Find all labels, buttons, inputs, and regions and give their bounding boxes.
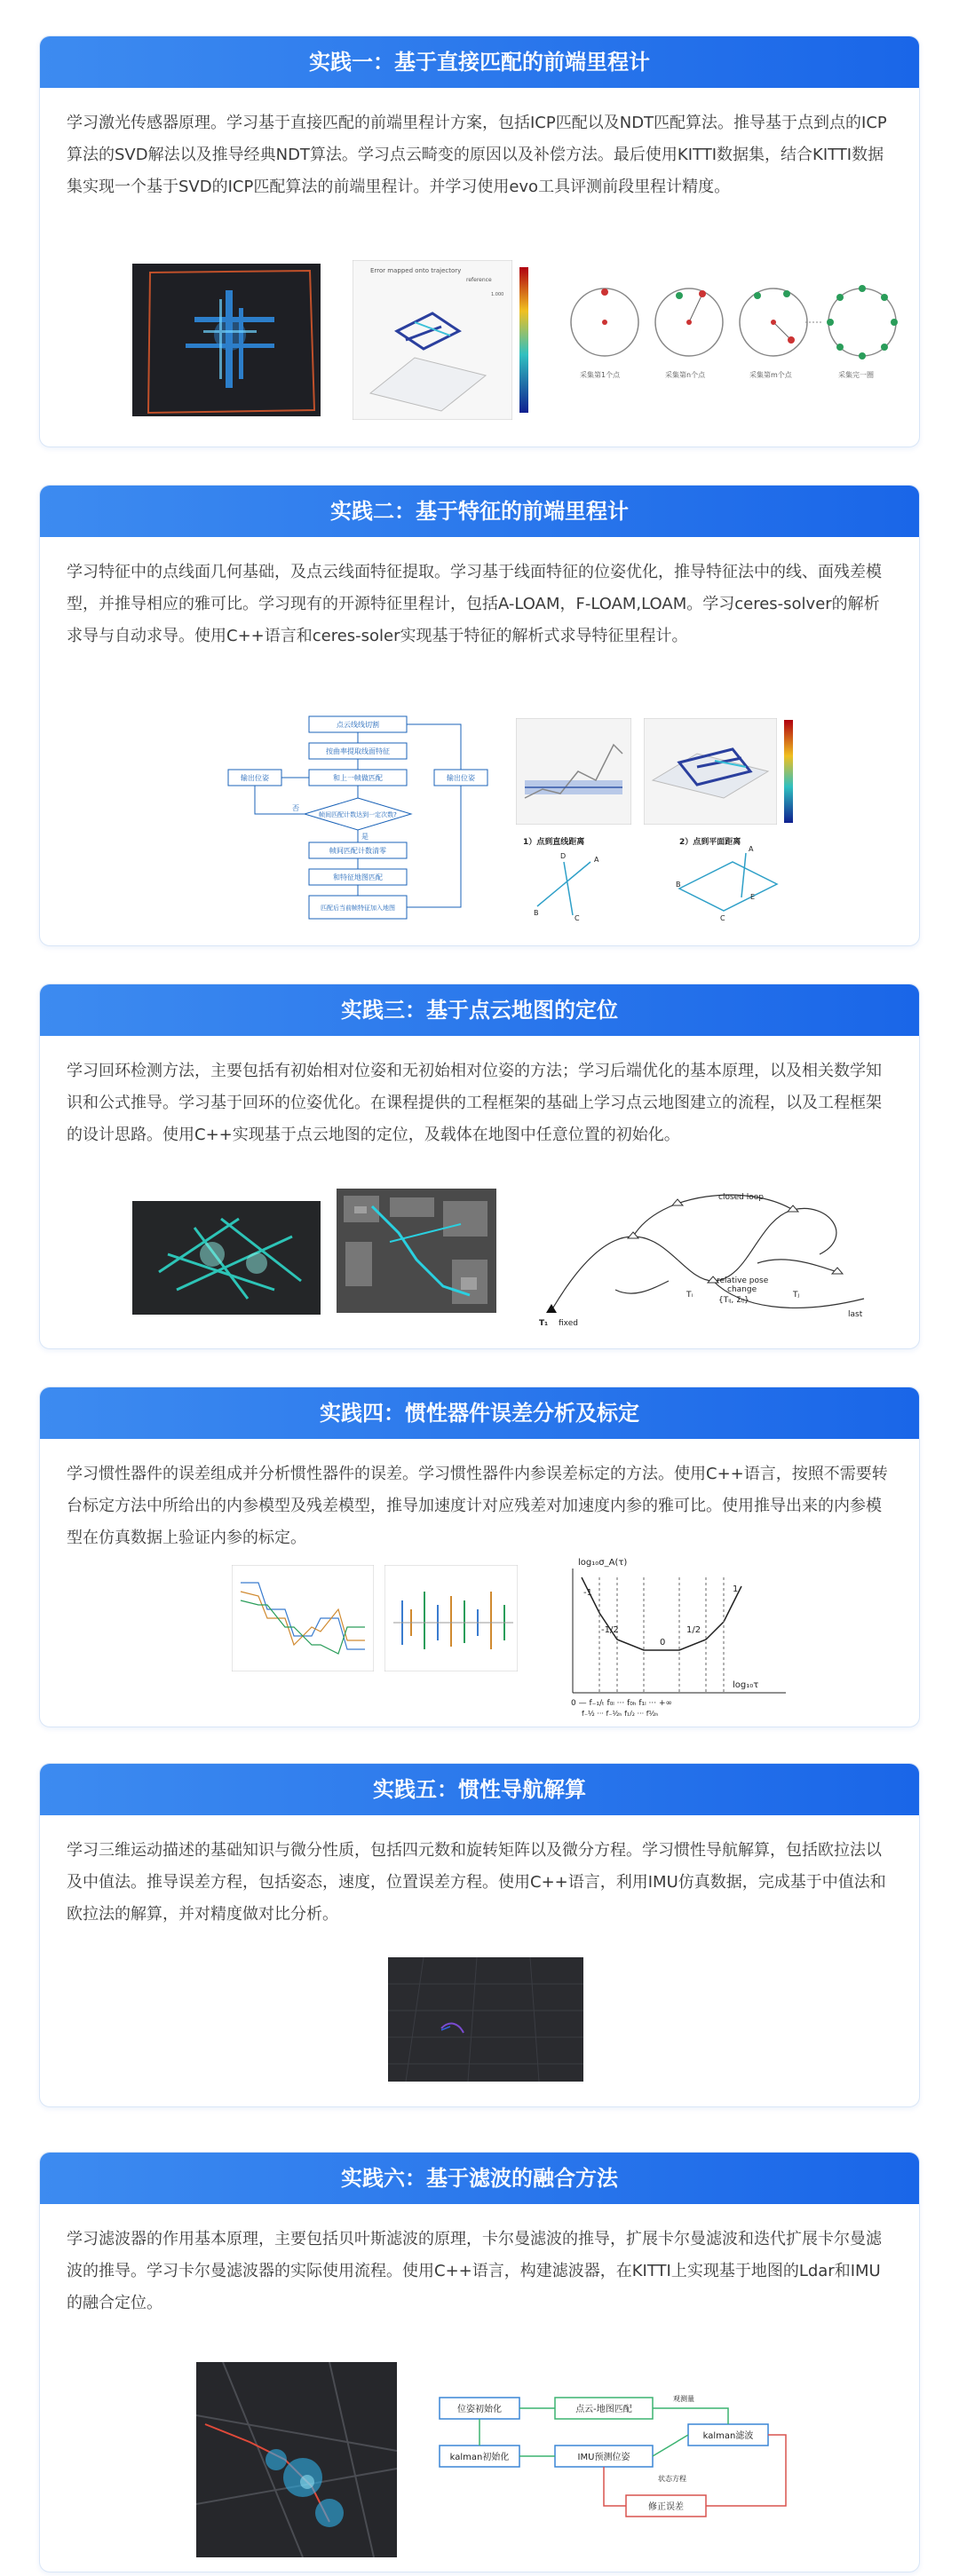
section-description: 学习惯性器件的误差组成并分析惯性器件的误差。学习惯性器件内参误差标定的方法。使用C++语言，按照不需要转台标定方法中所给出的内参模型及残差模型，推导加速度计对应残差对加速度内参的雅可比。使用推导出来的内参模型在仿真数据上验证内参的标定。	[67, 1465, 888, 1547]
figure-row	[40, 260, 919, 429]
section-card-1	[39, 36, 920, 447]
flow-node-1: 点云线线切割	[337, 721, 379, 729]
svg-text:1.000: 1.000	[491, 292, 504, 297]
svg-text:C: C	[720, 914, 725, 922]
scan-label-2: 采集第n个点	[665, 371, 706, 379]
pose-graph-diagram	[527, 1183, 873, 1325]
section-card-4	[39, 1387, 920, 1727]
caption-point-plane: 2）点到平面距离	[679, 838, 741, 847]
flow-no-label: 否	[292, 804, 299, 812]
flow-node-2: 按曲率提取线面特征	[326, 747, 390, 755]
plot-legend: reference	[466, 277, 492, 283]
fixed-label: fixed	[559, 1319, 578, 1325]
point-cloud-map-image	[132, 264, 321, 416]
flow-node-5: 帧间匹配计数清零	[329, 847, 386, 855]
section-description: 学习滤波器的作用基本原理，主要包括贝叶斯滤波的原理，卡尔曼滤波的推导，扩展卡尔曼滤波和迭代扩展卡尔曼滤波的推导。学习卡尔曼滤波器的实际使用流程。使用C++语言，构建滤波器，在KITTI上实现基于地图的Ldar和IMU的融合定位。	[67, 2230, 882, 2312]
caption-point-line: 1）点到直线距离	[523, 838, 585, 847]
figure-row	[40, 1183, 919, 1334]
section-title: 实践四：惯性器件误差分析及标定	[40, 1387, 919, 1439]
section-card-5	[39, 1763, 920, 2107]
imu-simulation-image	[388, 1957, 583, 2082]
figure-row	[40, 713, 919, 935]
section-description: 学习三维运动描述的基础知识与微分性质，包括四元数和旋转矩阵以及微分方程。学习惯性导航解算，包括欧拉法以及中值法。推导误差方程，包括姿态，速度，位置误差方程。使用C++语言，利用IMU仿真数据，完成基于中值法和欧拉法的解算，并对精度做对比分析。	[67, 1841, 886, 1924]
slope-label-5: 1	[733, 1584, 739, 1594]
fusion-match-node: 点云-地图匹配	[575, 2405, 632, 2414]
flow-node-7: 匹配后当前帧特征加入地图	[321, 905, 395, 912]
section-description: 学习特征中的点线面几何基础，及点云线面特征提取。学习基于线面特征的位姿优化，推导特征法中的线、面残差模型，并推导相应的雅可比。学习现有的开源特征里程计，包括A-LOAM，F-LOAM,LOAM。学习ceres-solver的解析求导与自动求导。使用C++语言和ceres-soler实现基于特征的解析式求导特征里程计。	[67, 563, 882, 645]
last-label: last	[848, 1310, 863, 1319]
flow-output-right: 输出位姿	[447, 774, 475, 782]
change-label: change	[727, 1285, 757, 1294]
svg-text:A: A	[594, 856, 599, 864]
scan-label-4: 采集完一圈	[838, 371, 874, 379]
slope-label-3: 0	[660, 1638, 666, 1648]
svg-text:C: C	[575, 914, 580, 922]
fusion-kalman-node: kalman滤波	[702, 2431, 754, 2441]
figure-row	[40, 1551, 919, 1719]
flow-node-4: 帧间匹配计数达到一定次数?	[319, 811, 397, 818]
svg-text:A: A	[749, 845, 754, 853]
feature-odometry-flowchart	[225, 713, 491, 926]
allan-sub-labels: f₋½ ··· f₋½ₕ f₁/₂ ··· f½ₕ	[582, 1710, 659, 1716]
section-title: 实践一：基于直接匹配的前端里程计	[40, 36, 919, 88]
plot-title: Error mapped onto trajectory	[370, 267, 462, 274]
residual-plot-image	[516, 718, 631, 825]
section-title: 实践六：基于滤波的融合方法	[40, 2153, 919, 2204]
flow-yes-label: 是	[361, 833, 369, 841]
scan-label-1: 采集第1个点	[580, 371, 621, 379]
section-card-6	[39, 2152, 920, 2572]
fusion-state-label: 状态方程	[658, 2475, 686, 2483]
svg-text:D: D	[560, 852, 567, 860]
figure-row	[40, 1957, 919, 2090]
allan-y-axis-label: log₁₀σ_A(τ)	[578, 1558, 628, 1568]
svg-text:E: E	[750, 893, 756, 901]
allan-x-axis-label: log₁₀τ	[733, 1680, 759, 1690]
aerial-map-image	[337, 1189, 496, 1313]
section-title: 实践三：基于点云地图的定位	[40, 984, 919, 1036]
point-cloud-map-image	[132, 1201, 321, 1315]
fusion-kalman-init-node: kalman初始化	[449, 2453, 510, 2462]
flow-node-3: 和上一帧做匹配	[333, 774, 383, 782]
tj-label: Tⱼ	[793, 1291, 800, 1300]
relative-pose-symbol: {Tᵢⱼ, Σᵢⱼ}	[718, 1296, 749, 1305]
svg-text:B: B	[534, 909, 539, 917]
section-card-3	[39, 984, 920, 1349]
section-description: 学习回环检测方法，主要包括有初始相对位姿和无初始相对位姿的方法；学习后端优化的基本原理，以及相关数学知识和公式推导。学习基于回环的位姿优化。在课程提供的工程框架的基础上学习点云地图建立的流程，以及工程框架的设计思路。使用C++实现基于点云地图的定位，及载体在地图中任意位置的初始化。	[67, 1062, 882, 1144]
error-mapped-plot-image	[644, 718, 777, 825]
flow-output-left: 输出位姿	[241, 774, 269, 782]
fusion-result-map-image	[196, 2362, 397, 2557]
slope-label-4: 1/2	[686, 1625, 701, 1635]
slope-label-1: -1	[583, 1588, 592, 1598]
fusion-init-node: 位姿初始化	[457, 2405, 502, 2414]
section-title: 实践二：基于特征的前端里程计	[40, 486, 919, 537]
t1-label: T₁	[539, 1319, 549, 1325]
slope-label-2: -1/2	[601, 1625, 619, 1635]
imu-calibration-plot-2	[384, 1565, 518, 1671]
flow-node-6: 和特征地图匹配	[333, 873, 383, 881]
figure-row	[40, 2353, 919, 2563]
fusion-obs-label: 观测量	[673, 2395, 694, 2403]
error-trajectory-plot	[353, 260, 512, 420]
imu-calibration-plot-1	[232, 1565, 374, 1671]
lidar-scan-diagram	[569, 278, 898, 393]
section-title: 实践五：惯性导航解算	[40, 1764, 919, 1815]
relative-pose-label: relative pose	[717, 1276, 769, 1285]
section-card-2	[39, 485, 920, 946]
fusion-fix-node: 修正误差	[648, 2502, 684, 2512]
ti-label: Tᵢ	[686, 1291, 693, 1300]
allan-tick-labels: 0 — f₋₁/ₜ f₀ₗ ··· f₀ₕ f₁ₗ ··· +∞	[571, 1699, 672, 1708]
error-colorbar	[516, 264, 543, 416]
point-line-distance-diagram	[519, 835, 804, 924]
error-colorbar	[781, 718, 807, 825]
svg-text:B: B	[676, 881, 681, 889]
section-description: 学习激光传感器原理。学习基于直接匹配的前端里程计方案，包括ICP匹配以及NDT匹配算法。推导基于点到点的ICP算法的SVD解法以及推导经典NDT算法。学习点云畸变的原因以及补偿方法。最后使用KITTI数据集，结合KITTI数据集实现一个基于SVD的ICP匹配算法的前端里程计。并学习使用evo工具评测前段里程计精度。	[67, 114, 887, 196]
closed-loop-label: closed loop	[718, 1193, 764, 1202]
fusion-flowchart	[431, 2389, 804, 2522]
scan-label-3: 采集第m个点	[749, 371, 792, 379]
fusion-imu-node: IMU预测位姿	[577, 2453, 630, 2462]
allan-variance-diagram	[546, 1551, 795, 1716]
